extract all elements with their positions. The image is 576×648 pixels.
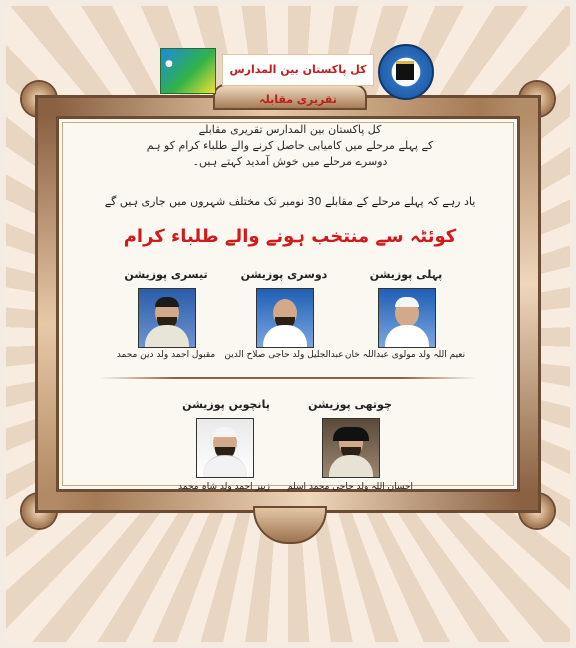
header-banner-title: کل پاکستان بین المدارس تقریری مقابلہ [222,54,374,86]
winner-2-photo [256,288,314,348]
intro-line-1: کل پاکستان بین المدارس تقریری مقابلے [198,123,382,136]
winner-5-name: زبیر احمد ولد شاہ محمد [178,482,270,492]
position-1-label: پہلی پوزیشن [369,268,443,281]
position-3-label: تیسری پوزیشن [124,268,208,281]
winner-1-photo [378,288,436,348]
winner-4-name: احسان اللہ ولد حاجی محمد اسلم [287,482,413,492]
section-divider [100,377,476,379]
position-4-label: چوتھی پوزیشن [308,398,392,411]
winner-3-photo [138,288,196,348]
winner-4-photo [322,418,380,478]
notice-text: یاد رہے کہ پہلے مرحلے کے مقابلے 30 نومبر تک مختلف شہروں میں جاری ہیں گے [104,195,476,208]
winner-5-photo [196,418,254,478]
position-2-label: دوسری پوزیشن [240,268,328,281]
kaaba-icon [396,61,414,80]
position-5-label: پانچویں پوزیشن [182,398,270,411]
winner-1-name: نعیم اللہ ولد مولوی عبداللہ خان [344,350,466,360]
winner-3-name: مقبول احمد ولد دین محمد [116,350,216,360]
intro-line-2: کے پہلے مرحلے میں کامیابی حاصل کرنے والے طلباء کرام کو ہم [146,139,434,152]
intro-text [120,122,460,170]
headline: کوئٹہ سے منتخب ہونے والے طلباء کرام [123,226,457,247]
competition-logo: ● [160,48,216,94]
winner-2-name: عبدالجلیل ولد حاجی صلاح الدین [224,350,344,360]
intro-line-3: دوسرے مرحلے میں خوش آمدید کہتے ہیں۔ [192,155,388,168]
organization-seal-logo [378,44,434,100]
